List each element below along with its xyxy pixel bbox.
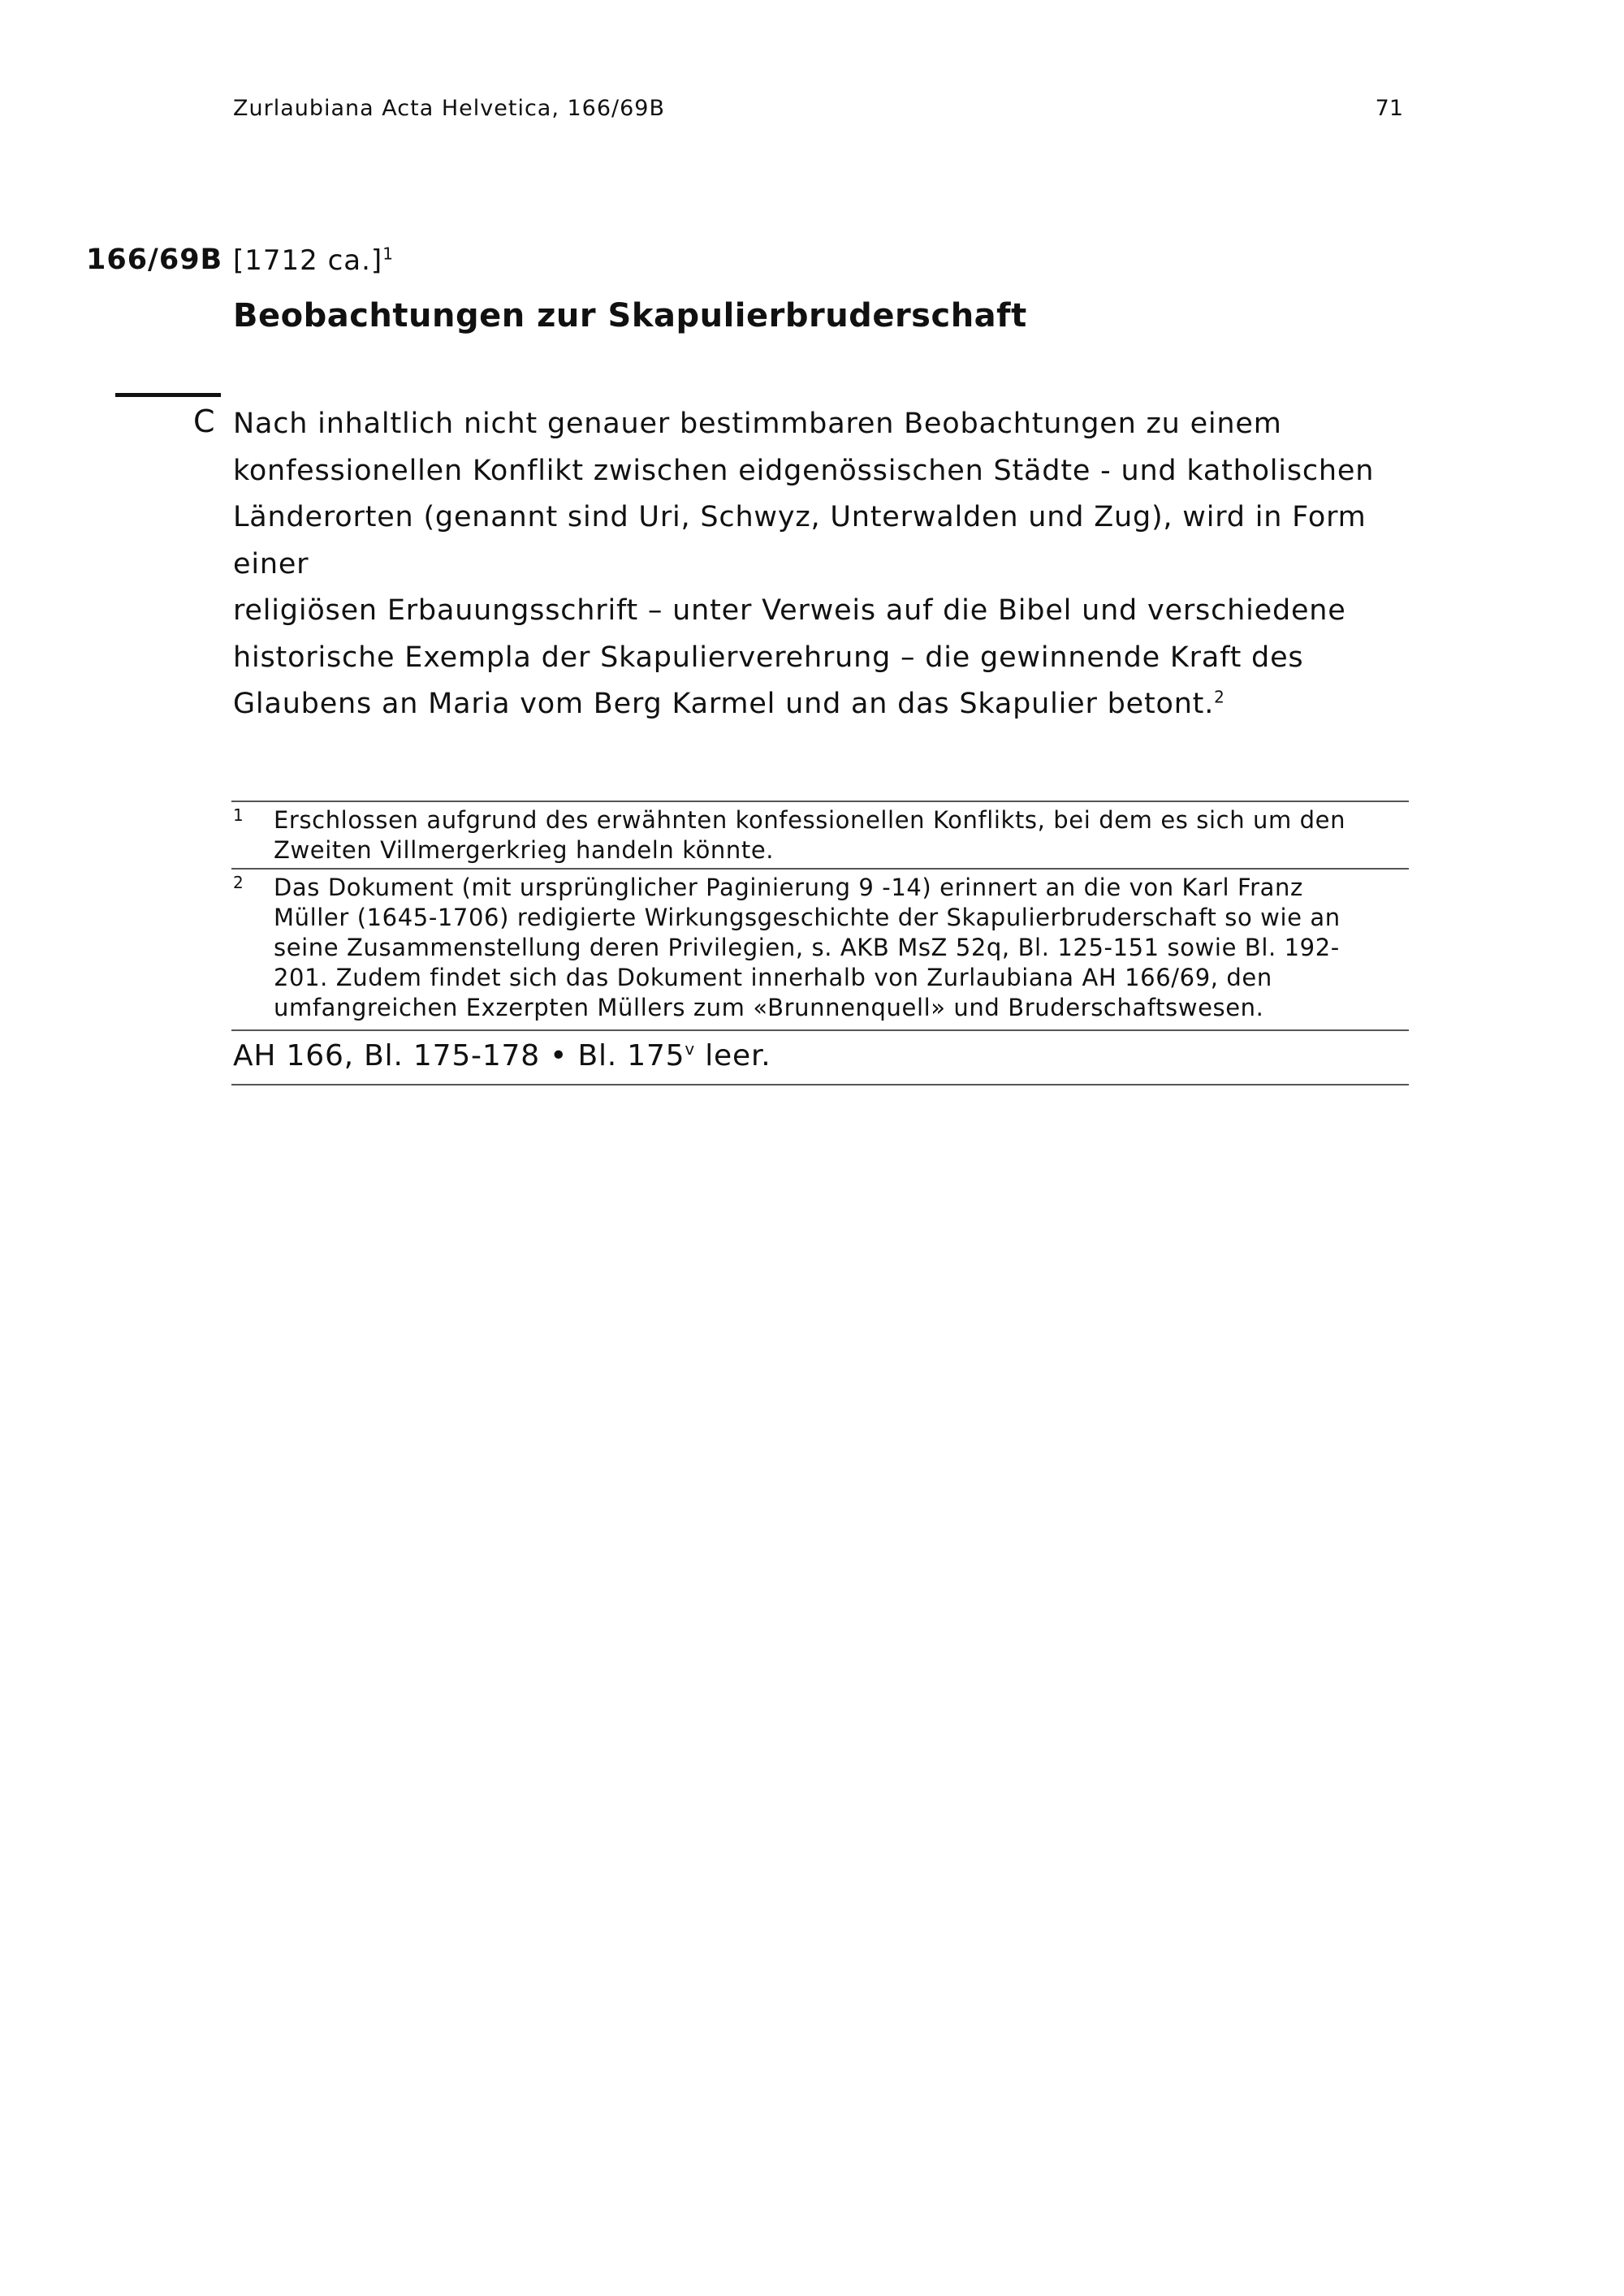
signature-suffix: leer. (695, 1039, 771, 1072)
footnote-ref-2: 2 (1214, 687, 1225, 707)
source-signature (233, 1039, 771, 1072)
entry-date-text: [1712 ca.] (233, 244, 383, 277)
footnote-rule-bottom (231, 1029, 1409, 1031)
footnote-text (274, 873, 1409, 1023)
entry-number: 166/69B (86, 244, 223, 276)
entry-date (233, 244, 394, 277)
footnote-number: 2 (233, 873, 244, 892)
summary-line: religiösen Erbauungsschrift – unter Verweis auf die Bibel und verschiedene (233, 594, 1346, 627)
margin-rule (115, 393, 221, 397)
signature-text: AH 166, Bl. 175-178 • Bl. 175 (233, 1039, 685, 1072)
summary-line-text: Glaubens an Maria vom Berg Karmel und an das Skapulier betont. (233, 688, 1215, 720)
footnote-line: umfangreichen Exzerpten Müllers zum «Brunnenquell» und Bruderschaftswesen. (274, 994, 1264, 1021)
footnote-line: 201. Zudem findet sich das Dokument innerhalb von Zurlaubiana AH 166/69, den (274, 964, 1272, 991)
page-number: 71 (1375, 96, 1403, 121)
summary-line: Nach inhaltlich nicht genauer bestimmbaren Beobachtungen zu einem (233, 408, 1282, 440)
summary (233, 401, 1419, 728)
footnote-line: Müller (1645-1706) redigierte Wirkungsgeschichte der Skapulierbruderschaft so wie an (274, 904, 1341, 931)
footnote-line: seine Zusammenstellung deren Privilegien, s. AKB MsZ 52q, Bl. 125-151 sowie Bl. 192- (274, 934, 1340, 961)
footnote-ref-1: 1 (382, 244, 394, 264)
source-rule (231, 1084, 1409, 1085)
summary-line-last (233, 681, 1419, 728)
footnote-line: Zweiten Villmergerkrieg handeln könnte. (274, 836, 775, 864)
footnote-rule-middle (231, 868, 1409, 870)
footnote-2 (231, 873, 1409, 1023)
margin-letter: C (193, 404, 215, 439)
summary-line: konfessionellen Konflikt zwischen eidgenössischen Städte - und katholischen (233, 454, 1375, 487)
signature-superscript: v (685, 1039, 696, 1059)
footnote-line: Erschlossen aufgrund des erwähnten konfessionellen Konflikts, bei dem es sich um den (274, 806, 1346, 834)
running-head: Zurlaubiana Acta Helvetica, 166/69B (233, 96, 666, 121)
footnote-number: 1 (233, 805, 244, 825)
summary-line: Länderorten (genannt sind Uri, Schwyz, Unterwalden und Zug), wird in Form (233, 501, 1367, 533)
footnote-line: Das Dokument (mit ursprünglicher Paginierung 9 -14) erinnert an die von Karl Franz (274, 874, 1303, 901)
summary-line: historische Exempla der Skapulierverehrung – die gewinnende Kraft des (233, 641, 1304, 674)
footnote-1 (231, 805, 1409, 865)
footnote-rule-top (231, 801, 1409, 802)
entry-title: Beobachtungen zur Skapulierbruderschaft (233, 297, 1027, 334)
footnote-text (274, 805, 1409, 865)
summary-line: einer (233, 547, 309, 580)
